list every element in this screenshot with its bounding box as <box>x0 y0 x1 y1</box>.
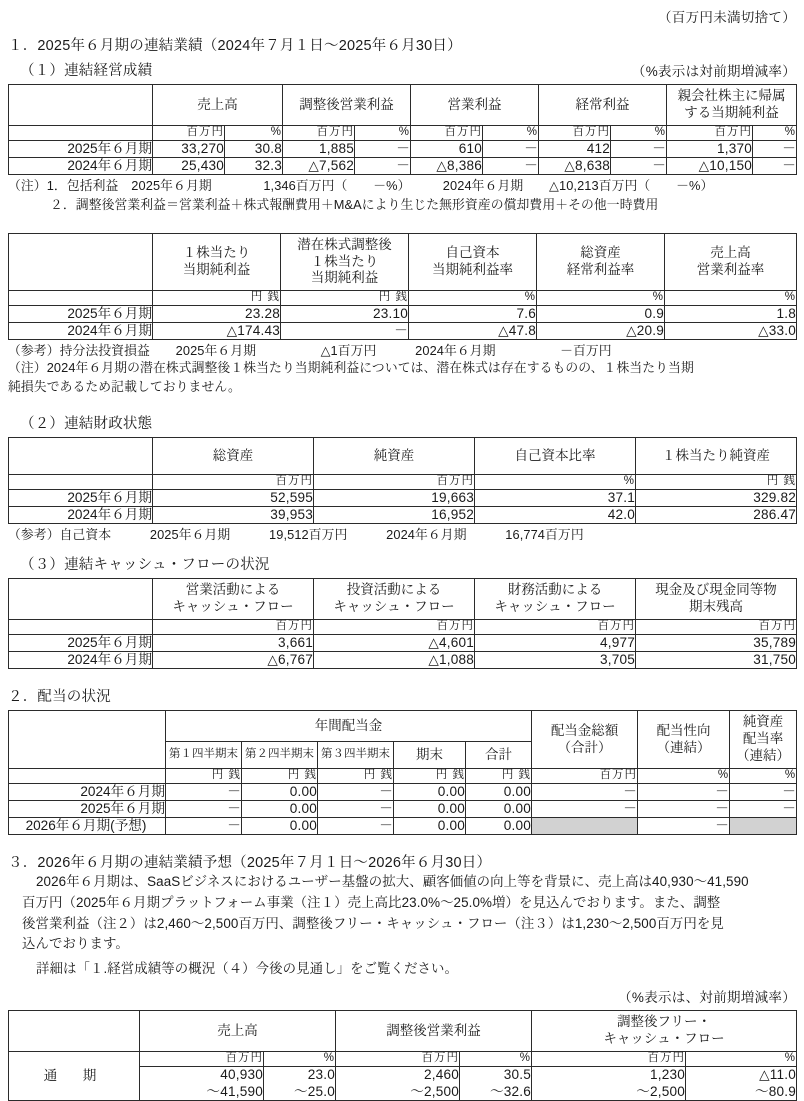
cell: － <box>532 801 638 818</box>
cell: － <box>483 158 539 175</box>
unit-roe: % <box>409 291 537 306</box>
header-q3-end: 第３四半期末 <box>318 742 394 769</box>
cell: 37.1 <box>475 490 636 507</box>
cell: － <box>166 801 242 818</box>
cell: 0.00 <box>394 818 466 835</box>
table-unit-row <box>9 475 797 490</box>
header-investing-cf: 投資活動による キャッシュ・フロー <box>314 579 475 620</box>
header-annual-dividends: 年間配当金 <box>166 711 532 742</box>
row-label-fy2024: 2024年６月期 <box>9 784 166 801</box>
unit-blank <box>9 291 153 306</box>
header-cash-end-balance: 現金及び現金同等物 期末残高 <box>636 579 797 620</box>
forecast-reference-line: 詳細は「１.経営成績等の概況（４）今後の見通し」をご覧ください。 <box>36 961 459 977</box>
cell: △33.0 <box>665 323 797 340</box>
header-dividend-on-equity: 純資産 配当率 （連結） <box>730 711 797 769</box>
unit-total-assets: 百万円 <box>153 475 314 490</box>
unit-afcf-pct: % <box>686 1051 797 1066</box>
section-1-2-heading: （２）連結財政状態 <box>20 416 153 433</box>
unit-adj-op-amount: 百万円 <box>336 1051 460 1066</box>
cell-shaded <box>532 818 638 835</box>
unit-ord-amount: 百万円 <box>539 126 611 141</box>
unit-q1: 円 銭 <box>166 769 242 784</box>
cell: － <box>730 784 797 801</box>
header-blank-corner <box>9 1010 140 1051</box>
table-header-row <box>9 85 797 126</box>
table-header-row <box>9 1010 797 1051</box>
header-total-dividends: 配当金総額 （合計） <box>532 711 638 769</box>
table-unit-row <box>9 126 797 141</box>
unit-afcf-amount: 百万円 <box>532 1051 686 1066</box>
section-3-table-note: （%表示は、対前期増減率） <box>618 989 796 1005</box>
unit-payout-ratio: % <box>638 769 730 784</box>
table-row <box>9 323 797 340</box>
cell: － <box>355 141 411 158</box>
section-1-heading: １．2025年６月期の連結業績（2024年７月１日～2025年６月30日） <box>8 38 462 54</box>
cell: － <box>753 141 797 158</box>
cell: 42.0 <box>475 507 636 524</box>
cell: △10,150 <box>667 158 753 175</box>
cell-shaded <box>730 818 797 835</box>
cell: 286.47 <box>636 507 797 524</box>
cell: 412 <box>539 141 611 158</box>
cell: － <box>318 801 394 818</box>
unit-net-sales-pct: % <box>225 126 283 141</box>
table-header-row <box>9 234 797 291</box>
cell: 25,430 <box>153 158 225 175</box>
section-2-heading: ２．配当の状況 <box>8 689 111 706</box>
row-label-fy2025: 2025年６月期 <box>9 635 153 652</box>
row-label-fy2025: 2025年６月期 <box>9 306 153 323</box>
table-row <box>9 635 797 652</box>
cell: － <box>730 801 797 818</box>
header-roa: 総資産 経常利益率 <box>537 234 665 291</box>
header-operating-cf: 営業活動による キャッシュ・フロー <box>153 579 314 620</box>
cell: － <box>166 818 242 835</box>
cell: 23.10 <box>281 306 409 323</box>
cell: 3,661 <box>153 635 314 652</box>
table-row <box>9 801 797 818</box>
cell: 0.00 <box>242 784 318 801</box>
table-row-forecast <box>9 818 797 835</box>
cell: 30.5 <box>460 1066 532 1083</box>
cell: 4,977 <box>475 635 636 652</box>
table1-note-1: （注）1．包括利益 2025年６月期 1,346百万円（ －%） 2024年６月期 △10,213百万円（ －%） <box>8 178 714 193</box>
unit-adj-op-pct: % <box>460 1051 532 1066</box>
cell: 0.00 <box>242 801 318 818</box>
table-unit-row <box>9 769 797 784</box>
table-row <box>9 784 797 801</box>
table-row <box>9 652 797 669</box>
forecast-paragraph-line-4: 込んでおります。 <box>22 936 129 952</box>
cell: 3,705 <box>475 652 636 669</box>
unit-operating-margin: % <box>665 291 797 306</box>
unit-financing-cf: 百万円 <box>475 620 636 635</box>
table-header-row <box>9 438 797 475</box>
cell: △7,562 <box>283 158 355 175</box>
row-label-fy2025: 2025年６月期 <box>9 141 153 158</box>
header-payout-ratio: 配当性向 （連結） <box>638 711 730 769</box>
cell: △47.8 <box>409 323 537 340</box>
table-row <box>9 141 797 158</box>
header-equity-ratio: 自己資本比率 <box>475 438 636 475</box>
unit-net-sales-amount: 百万円 <box>153 126 225 141</box>
header-bps: １株当たり純資産 <box>636 438 797 475</box>
cell: － <box>638 818 730 835</box>
header-operating-margin: 売上高 営業利益率 <box>665 234 797 291</box>
cell: △8,386 <box>411 158 483 175</box>
unit-blank <box>9 620 153 635</box>
header-total-assets: 総資産 <box>153 438 314 475</box>
unit-equity-ratio: % <box>475 475 636 490</box>
cell: ～32.6 <box>460 1083 532 1100</box>
cell: 0.9 <box>537 306 665 323</box>
table-consolidated-results <box>8 84 797 175</box>
cell: 31,750 <box>636 652 797 669</box>
cell: － <box>166 784 242 801</box>
header-adjusted-operating-profit: 調整後営業利益 <box>336 1010 532 1051</box>
header-blank-corner <box>9 234 153 291</box>
header-blank-corner <box>9 85 153 126</box>
table-unit-row <box>9 1051 797 1066</box>
unit-blank <box>9 475 153 490</box>
cell: ～41,590 <box>140 1083 264 1100</box>
unit-cash-end-balance: 百万円 <box>636 620 797 635</box>
header-financing-cf: 財務活動による キャッシュ・フロー <box>475 579 636 620</box>
unit-adj-op-amount: 百万円 <box>283 126 355 141</box>
header-adjusted-free-cash-flow: 調整後フリー・ キャッシュ・フロー <box>532 1010 797 1051</box>
row-label-fy2024: 2024年６月期 <box>9 652 153 669</box>
unit-np-amount: 百万円 <box>667 126 753 141</box>
table-cash-flows <box>8 578 797 669</box>
unit-op-amount: 百万円 <box>411 126 483 141</box>
cell: 2,460 <box>336 1066 460 1083</box>
cell: △4,601 <box>314 635 475 652</box>
cell: 23.28 <box>153 306 281 323</box>
unit-ord-pct: % <box>611 126 667 141</box>
table-row <box>9 158 797 175</box>
unit-investing-cf: 百万円 <box>314 620 475 635</box>
unit-blank <box>9 769 166 784</box>
header-blank-corner <box>9 711 166 769</box>
cell: ～2,500 <box>532 1083 686 1100</box>
unit-operating-cf: 百万円 <box>153 620 314 635</box>
cell: 0.00 <box>466 801 532 818</box>
cell: 0.00 <box>394 801 466 818</box>
cell: 39,953 <box>153 507 314 524</box>
header-roe: 自己資本 当期純利益率 <box>409 234 537 291</box>
forecast-paragraph-line-2: 百万円（2025年６月期プラットフォーム事業（注１）売上高比23.0%～25.0%増）を見込んでおります。また、調整 <box>22 894 721 910</box>
table-row <box>9 490 797 507</box>
cell: 0.00 <box>242 818 318 835</box>
cell: △11.0 <box>686 1066 797 1083</box>
table1-note-2: ２．調整後営業利益＝営業利益＋株式報酬費用＋M&Aにより生じた無形資産の償却費用＋その他一時費用 <box>50 197 659 212</box>
cell: 0.00 <box>466 818 532 835</box>
header-ordinary-profit: 経常利益 <box>539 85 667 126</box>
unit-note-top: （百万円未満切捨て） <box>658 10 796 25</box>
row-label-fy2026-forecast: 2026年６月期(予想) <box>9 818 166 835</box>
table-header-row-top <box>9 711 797 742</box>
cell: △174.43 <box>153 323 281 340</box>
table-row <box>9 306 797 323</box>
header-q2-end: 第２四半期末 <box>242 742 318 769</box>
reference-equity-method: （参考）持分法投資損益 2025年６月期 △1百万円 2024年６月期 －百万円 <box>8 343 612 358</box>
unit-net-assets: 百万円 <box>314 475 475 490</box>
cell: 32.3 <box>225 158 283 175</box>
cell: － <box>318 818 394 835</box>
unit-op-pct: % <box>483 126 539 141</box>
cell: － <box>753 158 797 175</box>
cell: 1.8 <box>665 306 797 323</box>
header-q1-end: 第１四半期末 <box>166 742 242 769</box>
unit-adj-op-pct: % <box>355 126 411 141</box>
unit-bps: 円 銭 <box>636 475 797 490</box>
header-adjusted-operating-profit: 調整後営業利益 <box>283 85 411 126</box>
table-per-share-indicators <box>8 233 797 340</box>
cell: － <box>638 801 730 818</box>
cell: － <box>281 323 409 340</box>
section-1-1-note: （%表示は対前期増減率） <box>631 64 796 79</box>
row-label-fy2024: 2024年６月期 <box>9 323 153 340</box>
header-net-sales: 売上高 <box>153 85 283 126</box>
cell: 7.6 <box>409 306 537 323</box>
row-label-full-year: 通 期 <box>9 1051 140 1100</box>
row-label-fy2025: 2025年６月期 <box>9 490 153 507</box>
section-3-heading: ３．2026年６月期の連結業績予想（2025年７月１日～2026年６月30日） <box>8 855 492 872</box>
row-label-fy2024: 2024年６月期 <box>9 158 153 175</box>
forecast-paragraph-line-3: 後営業利益（注２）は2,460～2,500百万円、調整後フリー・キャッシュ・フロー（注３）は1,230～2,500百万円を見 <box>22 915 724 931</box>
unit-eps: 円 銭 <box>153 291 281 306</box>
cell: 52,595 <box>153 490 314 507</box>
cell: － <box>611 158 667 175</box>
cell: 610 <box>411 141 483 158</box>
header-total: 合計 <box>466 742 532 769</box>
cell: 35,789 <box>636 635 797 652</box>
cell: － <box>611 141 667 158</box>
cell: － <box>532 784 638 801</box>
cell: 1,885 <box>283 141 355 158</box>
cell: 1,370 <box>667 141 753 158</box>
unit-total: 円 銭 <box>466 769 532 784</box>
header-diluted-eps: 潜在株式調整後 １株当たり 当期純利益 <box>281 234 409 291</box>
row-label-fy2024: 2024年６月期 <box>9 507 153 524</box>
cell: 23.0 <box>264 1066 336 1083</box>
cell: ～2,500 <box>336 1083 460 1100</box>
unit-total-dividends: 百万円 <box>532 769 638 784</box>
forecast-paragraph-line-1: 2026年６月期は、SaaSビジネスにおけるユーザー基盤の拡大、顧客価値の向上等を背景に、売上高は40,930～41,590 <box>36 874 749 890</box>
unit-blank <box>9 126 153 141</box>
header-net-sales: 売上高 <box>140 1010 336 1051</box>
unit-q2: 円 銭 <box>242 769 318 784</box>
table-financial-position <box>8 437 797 524</box>
header-profit-attributable-to-owners: 親会社株主に帰属 する当期純利益 <box>667 85 797 126</box>
unit-roa: % <box>537 291 665 306</box>
cell: 40,930 <box>140 1066 264 1083</box>
cell: △6,767 <box>153 652 314 669</box>
cell: 0.00 <box>394 784 466 801</box>
header-net-assets: 純資産 <box>314 438 475 475</box>
unit-year-end: 円 銭 <box>394 769 466 784</box>
table-header-row <box>9 579 797 620</box>
header-year-end: 期末 <box>394 742 466 769</box>
unit-q3: 円 銭 <box>318 769 394 784</box>
header-operating-profit: 営業利益 <box>411 85 539 126</box>
table-unit-row <box>9 620 797 635</box>
unit-net-sales-amount: 百万円 <box>140 1051 264 1066</box>
cell: △8,638 <box>539 158 611 175</box>
cell: － <box>483 141 539 158</box>
unit-doe: % <box>730 769 797 784</box>
cell: 1,230 <box>532 1066 686 1083</box>
cell: 16,952 <box>314 507 475 524</box>
cell: 30.8 <box>225 141 283 158</box>
table-unit-row <box>9 291 797 306</box>
unit-net-sales-pct: % <box>264 1051 336 1066</box>
reference-own-capital: （参考）自己資本 2025年６月期 19,512百万円 2024年６月期 16,774百万円 <box>8 527 584 543</box>
cell: 0.00 <box>466 784 532 801</box>
cell: 329.82 <box>636 490 797 507</box>
header-blank-corner <box>9 438 153 475</box>
header-blank-corner <box>9 579 153 620</box>
table-dividends <box>8 710 797 835</box>
section-1-3-heading: （３）連結キャッシュ・フローの状況 <box>20 557 270 574</box>
row-label-fy2025: 2025年６月期 <box>9 801 166 818</box>
table-row <box>9 507 797 524</box>
cell: － <box>355 158 411 175</box>
cell: － <box>638 784 730 801</box>
section-1-1-heading: （１）連結経営成績 <box>20 63 153 79</box>
unit-diluted-eps: 円 銭 <box>281 291 409 306</box>
cell: ～25.0 <box>264 1083 336 1100</box>
cell: △1,088 <box>314 652 475 669</box>
cell: 19,663 <box>314 490 475 507</box>
table2-note: （注）2024年６月期の潜在株式調整後１株当たり当期純利益については、潜在株式は存在するものの、１株当たり当期 純損失であるため記載しておりません。 <box>8 360 694 394</box>
cell: 33,270 <box>153 141 225 158</box>
unit-np-pct: % <box>753 126 797 141</box>
cell: ～80.9 <box>686 1083 797 1100</box>
cell: － <box>318 784 394 801</box>
cell: △20.9 <box>537 323 665 340</box>
header-eps: １株当たり 当期純利益 <box>153 234 281 291</box>
